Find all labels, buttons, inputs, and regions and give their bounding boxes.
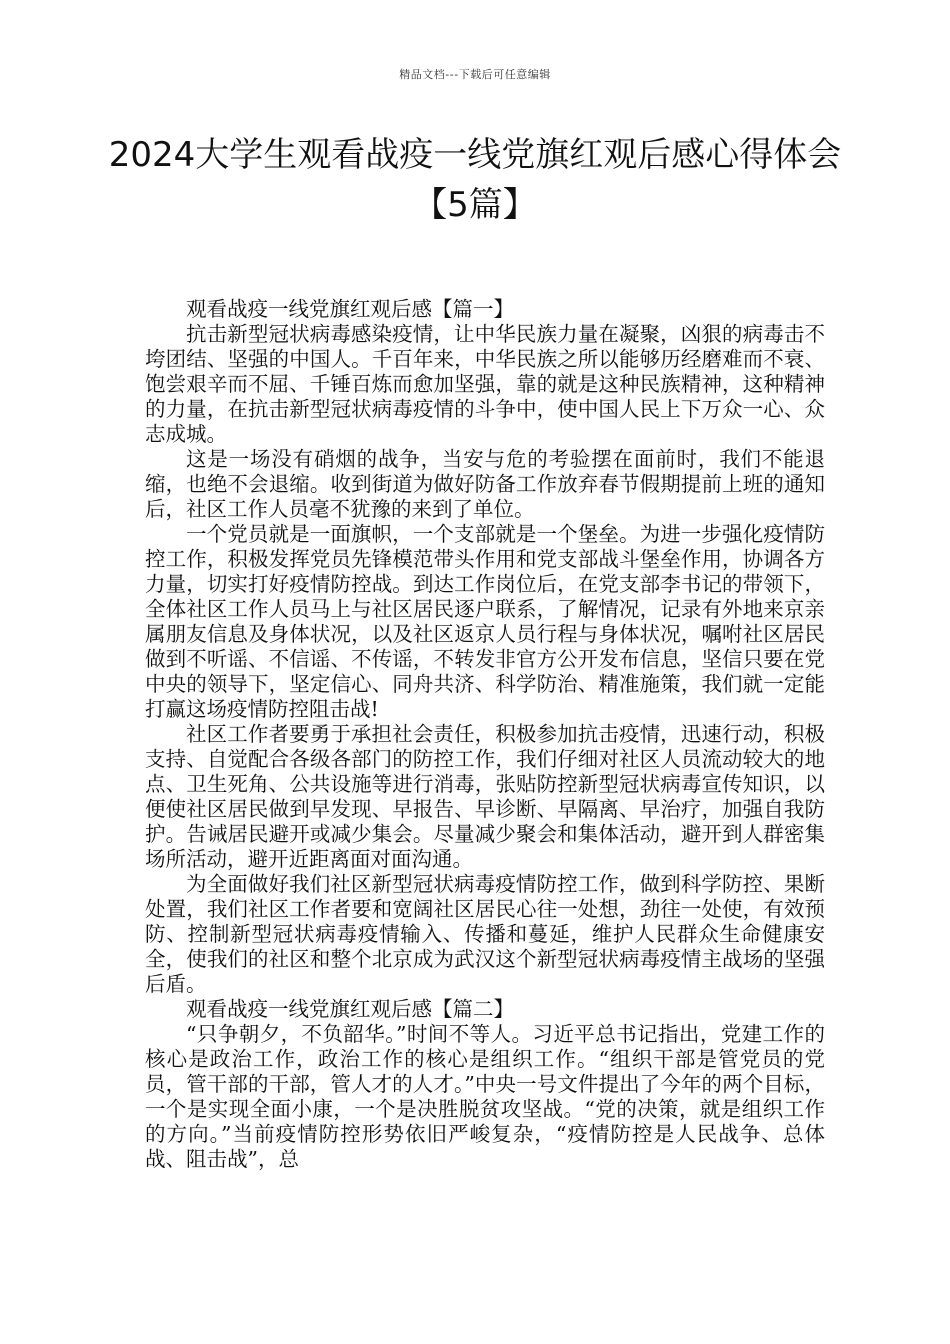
body-paragraph: 一个党员就是一面旗帜，一个支部就是一个堡垒。为进一步强化疫情防控工作，积极发挥党员先锋模范带头作用和党支部战斗堡垒作用，协调各方力量，切实打好疫情防控战。到达工作岗位后，在党支部李书记的带领下，全体社区工作人员马上与社区居民逐户联系，了解情况，记录有外地来京亲属朋友信息及身体状况，以及社区返京人员行程与身体状况，嘱咐社区居民做到不听谣、不信谣、不传谣，不转发非官方公开发布信息，坚信只要在党中央的领导下，坚定信心、同舟共济、科学防治、精准施策，我们就一定能打赢这场疫情防控阻击战! bbox=[145, 522, 825, 721]
body-paragraph: 为全面做好我们社区新型冠状病毒疫情防控工作，做到科学防控、果断处置，我们社区工作者要和宽阔社区居民心往一处想，劲往一处使，有效预防、控制新型冠状病毒疫情输入、传播和蔓延，维护人民群众生命健康安全，使我们的社区和整个北京成为武汉这个新型冠状病毒疫情主战场的坚强后盾。 bbox=[145, 872, 825, 996]
section-heading-part-two: 观看战疫一线党旗红观后感【篇二】 bbox=[186, 997, 514, 1021]
page-header-note: 精品文档---下载后可任意编辑 bbox=[399, 68, 551, 81]
body-paragraph: 这是一场没有硝烟的战争，当安与危的考验摆在面前时，我们不能退缩，也绝不会退缩。收到街道为做好防备工作放弃春节假期提前上班的通知后，社区工作人员毫不犹豫的来到了单位。 bbox=[145, 447, 825, 521]
section-heading-part-one: 观看战疫一线党旗红观后感【篇一】 bbox=[186, 297, 514, 321]
body-paragraph: 社区工作者要勇于承担社会责任，积极参加抗击疫情，迅速行动，积极支持、自觉配合各级各部门的防控工作，我们仔细对社区人员流动较大的地点、卫生死角、公共设施等进行消毒，张贴防控新型冠状病毒宣传知识，以便使社区居民做到早发现、早报告、早诊断、早隔离、早治疗，加强自我防护。告诫居民避开或减少集会。尽量减少聚会和集体活动，避开到人群密集场所活动，避开近距离面对面沟通。 bbox=[145, 722, 825, 871]
body-paragraph: 抗击新型冠状病毒感染疫情，让中华民族力量在凝聚，凶狠的病毒击不垮团结、坚强的中国人。千百年来，中华民族之所以能够历经磨难而不衰、饱尝艰辛而不屈、千锤百炼而愈加坚强，靠的就是这种民族精神，这种精神的力量，在抗击新型冠状病毒疫情的斗争中，使中国人民上下万众一心、众志成城。 bbox=[145, 322, 825, 446]
body-paragraph: “只争朝夕，不负韶华。”时间不等人。习近平总书记指出，党建工作的核心是政治工作，政治工作的核心是组织工作。“组织干部是管党员的党员，管干部的干部，管人才的人才。”中央一号文件提出了今年的两个目标，一个是实现全面小康，一个是决胜脱贫攻坚战。“党的决策，就是组织工作的方向。”当前疫情防控形势依旧严峻复杂，“疫情防控是人民战争、总体战、阻击战”，总 bbox=[145, 1022, 825, 1171]
document-title: 2024大学生观看战疫一线党旗红观后感心得体会【5篇】 bbox=[108, 135, 842, 225]
document-body bbox=[145, 297, 825, 1172]
